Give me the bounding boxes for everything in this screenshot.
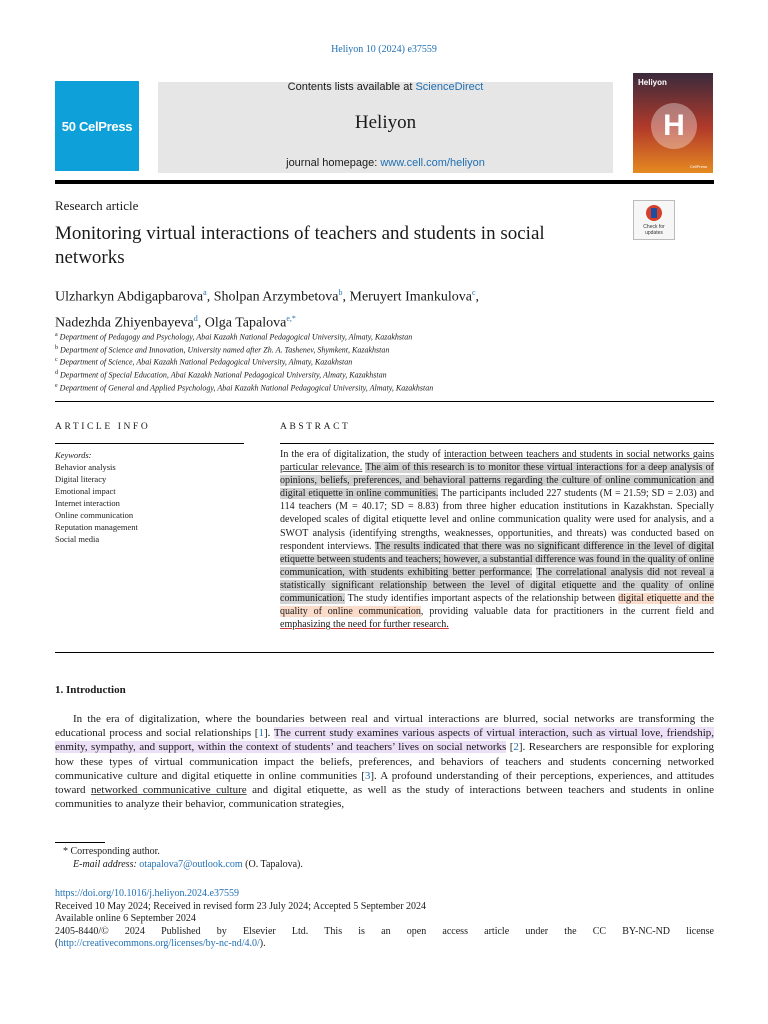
keyword-item: Emotional impact [55,486,116,496]
keyword-item: Digital literacy [55,474,107,484]
license-link-line: (http://creativecommons.org/licenses/by-nc-nd/4.0/). [55,938,266,949]
affiliation-text: Department of Science, Abai Kazakh National Pedagogical University, Almaty, Kazakhstan [59,357,353,367]
keywords-label: Keywords: [55,450,92,460]
license-line: 2405-8440/© 2024 Published by Elsevier Ltd. This is an open access article under the CC BY-NC-ND license [55,925,714,937]
abstract-sentence: In the era of digitalization, the study of [280,449,444,460]
abstract-sentence: , providing valuable data for practitioners in the current field and [420,606,714,618]
author-name[interactable]: Sholpan Arzymbetova [213,289,339,305]
intro-underlined: networked communicative culture [91,784,247,797]
intro-text: In the era of digitalization, where the boundaries between real and virtual interactions are blurred, social networks are transforming the educational process and social relationships [ [55,713,714,740]
affiliation-item [55,330,695,343]
publication-info [55,888,714,951]
citation-link[interactable]: 2 [513,741,519,754]
citation-link[interactable]: 3 [364,769,371,782]
keyword-item: Online communication [55,510,134,520]
homepage-prefix: journal homepage: [286,157,378,169]
check-for-updates-button[interactable] [633,200,675,240]
bookmark-icon [651,208,657,218]
author-name[interactable]: Ulzharkyn Abdigapbarova [55,289,204,305]
email-label: E-mail address: [73,858,137,870]
intro-text: and digital etiquette, as well as the study of interactions between teachers and students in online communities to analyze their behavior, communication strategies, [55,784,715,811]
sciencedirect-link[interactable]: ScienceDirect [415,81,484,93]
keyword-item: Internet interaction [55,498,120,508]
intro-text: [ [506,741,514,754]
check-updates-line2: updates [645,230,663,236]
homepage-line [158,157,613,169]
affiliation-key: e [55,382,58,389]
author-affiliation-marker[interactable]: e,* [286,313,296,323]
affiliation-key: a [55,332,58,338]
cover-title: Heliyon [638,78,667,87]
author-name[interactable]: Nadezhda Zhiyenbayeva [55,315,194,331]
abstract-highlight-gray: The results indicated that there was no significant difference in the level of digital etiquette between students and teachers; however, a substantial difference was found in the quality of online communication, with students exhibiting better performance. [280,540,714,578]
check-updates-label [634,224,674,236]
affiliation-item [55,368,695,381]
intro-text: ]. A profound understanding of their perceptions, experiences, and attitudes toward [55,769,714,797]
author-name[interactable]: Olga Tapalova [204,315,287,331]
cover-letter: H [663,109,685,142]
corresponding-author-note: * Corresponding author. [63,846,160,857]
affiliation-item [55,343,695,356]
affiliations [55,330,695,393]
keyword-item: Reputation management [55,522,138,532]
abstract-highlight-gray: The correlational analysis did not reveal a statistically significant relationship between the level of digital etiquette and the quality of online communication. [280,566,714,605]
affiliation-item [55,355,695,368]
introduction-paragraph [55,712,714,811]
contents-prefix: Contents lists available at [287,81,413,93]
intro-text: ]. Researchers are responsible for exploring how these types of virtual communication impact the beliefs, preferences, and behaviors of teachers and students concerning networked communicative culture and digital etiquette in online communities [ [55,741,714,782]
journal-cover-image[interactable] [633,73,713,173]
footnote [55,846,714,871]
available-online: Available online 6 September 2024 [55,913,196,924]
contents-line [158,81,613,93]
abstract-text [280,448,714,631]
keyword-item: Behavior analysis [55,462,116,472]
cover-footer: CellPress [689,164,707,169]
doi-link[interactable]: https://doi.org/10.1016/j.heliyon.2024.e37559 [55,888,239,899]
citation-link[interactable]: 1 [258,727,264,740]
article-info-rule [55,443,244,444]
email-owner: (O. Tapalova). [242,858,303,870]
intro-highlight-purple: The current study examines various aspects of virtual interaction, such as virtual love, friendship, enmity, sympathy, and support, within the context of students’ and teachers’ lives on social networks [55,727,715,754]
affiliation-key: c [55,357,58,364]
abstract-heading: ABSTRACT [280,422,351,432]
section-divider [55,401,714,402]
abstract-highlight-gray: The aim of this research is to monitor these virtual interactions for a deep analysis of opinions, beliefs, preferences, and behavioral patterns regarding the culture of online communication and digital etiquette in online communities. [280,462,714,500]
footnote-rule [55,842,105,843]
intro-text: ]. [263,727,274,740]
author-separator: , [206,289,214,305]
author-affiliation-marker[interactable]: d [193,313,198,323]
affiliation-item [55,381,695,394]
keywords-block [55,449,255,545]
journal-name: Heliyon [354,112,417,133]
article-title: Monitoring virtual interactions of teachers and students in social networks [55,223,545,268]
section-divider [55,652,714,653]
abstract-sentence: The study identifies important aspects of the relationship between [344,593,619,605]
email-link[interactable]: otapalova7@outlook.com [139,858,243,870]
article-type: Research article [55,198,139,213]
cellpress-logo-text: 50 CelPress [61,118,133,134]
author-name[interactable]: Meruyert Imankulova [349,289,472,305]
cellpress-logo[interactable] [55,81,139,171]
license-link[interactable]: http://creativecommons.org/licenses/by-nc-nd/4.0/ [58,938,260,949]
received-dates: Received 10 May 2024; Received in revised form 23 July 2024; Accepted 5 September 2024 [55,900,427,912]
article-info-heading: ARTICLE INFO [55,422,151,432]
affiliation-text: Department of Science and Innovation, University named after Zh. A. Tashenev, Shymkent, Kazakhstan [60,345,390,355]
header-rule [55,180,714,184]
introduction-heading: 1. Introduction [55,684,126,696]
email-line [55,859,714,872]
abstract-underlined: interaction between teachers and students in social networks gains particular relevance. [280,449,714,474]
affiliation-text: Department of Pedagogy and Psychology, Abai Kazakh National Pedagogical University, Almaty, Kazakhstan [59,332,413,342]
author-list [55,282,655,333]
abstract-highlight-orange: digital etiquette and the quality of online communication [280,593,714,618]
author-affiliation-marker[interactable]: a [203,288,207,297]
author-separator: , [475,289,480,305]
affiliation-key: d [55,369,58,376]
affiliation-key: b [55,344,58,351]
abstract-rule [280,443,714,444]
author-separator: , [342,289,350,305]
check-updates-line1: Check for [643,224,665,230]
journal-reference[interactable]: Heliyon 10 (2024) e37559 [331,44,437,55]
author-separator: , [197,315,205,331]
author-affiliation-marker[interactable]: b [338,288,343,297]
abstract-underlined-red: emphasizing the need for further research. [280,619,449,631]
affiliation-text: Department of General and Applied Psychology, Abai Kazakh National Pedagogical University, Almaty, Kazakhstan [59,383,434,393]
affiliation-text: Department of Special Education, Abai Kazakh National Pedagogical University, Almaty, Kazakhstan [60,370,387,380]
abstract-sentence: The participants included 227 students (M = 21.59; SD = 2.03) and 114 teachers (M = 40.17; SD = 8.83) from three higher education institutions in Kazakhstan. Specially developed scales of digital etiquette level and online communication quality were used for analysis, and a SWOT analysis (identifying strengths, weaknesses, opportunities, and threats) was conducted based on respondent interviews. [280,488,714,552]
author-affiliation-marker[interactable]: c [471,288,476,297]
homepage-link[interactable]: www.cell.com/heliyon [380,157,485,169]
keyword-item: Social media [55,534,100,544]
